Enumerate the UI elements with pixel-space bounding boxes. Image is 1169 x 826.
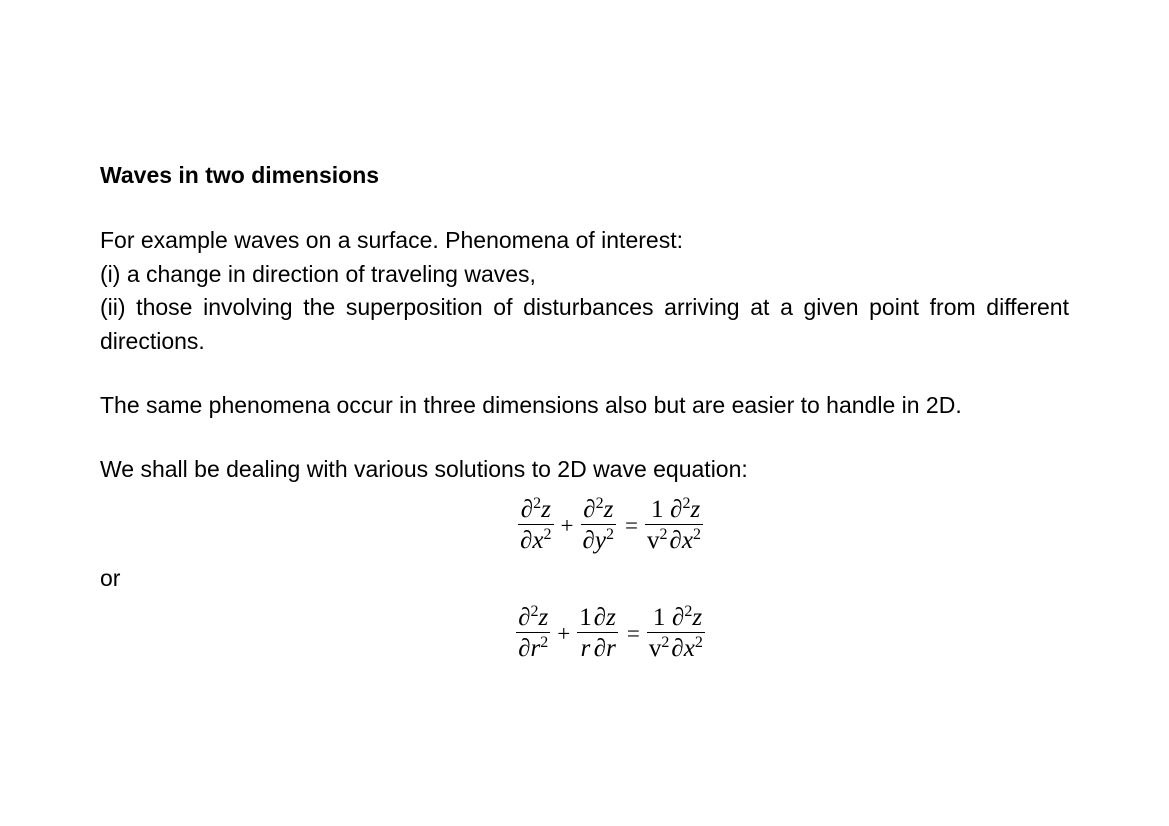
fraction-rhs-d2z-dx2 bbox=[670, 605, 703, 661]
document-page bbox=[100, 157, 1069, 669]
numerator: ∂$^2$z bbox=[581, 497, 616, 525]
denominator: $\partial r^2$ bbox=[518, 634, 549, 662]
fraction-rhs-d2z-dx2 bbox=[668, 497, 701, 553]
denominator: ∂r bbox=[593, 635, 616, 662]
denominator: $v^2$ bbox=[648, 634, 670, 662]
numerator: 1 bbox=[579, 604, 592, 631]
denominator: $\partial x^2$ bbox=[520, 526, 552, 554]
fraction-one-over-v2 bbox=[648, 605, 671, 661]
fraction-d2z-dx2 bbox=[519, 497, 552, 553]
fraction-one-over-v2 bbox=[646, 497, 669, 553]
numerator: 1 bbox=[647, 605, 672, 633]
denominator: $v^2$ bbox=[646, 526, 668, 554]
intro-text: For example waves on a surface. Phenomena of interest: bbox=[100, 227, 683, 253]
numerator: ∂$^2$z bbox=[667, 497, 702, 525]
equals-sign: = bbox=[624, 512, 638, 538]
fraction-d2z-dy2 bbox=[582, 497, 615, 553]
denominator: $\partial y^2$ bbox=[582, 526, 614, 554]
list-item-i: (i) a change in direction of traveling waves, bbox=[100, 260, 536, 287]
denominator: $\partial x^2$ bbox=[671, 634, 703, 662]
numerator: ∂$^2$z bbox=[518, 603, 549, 631]
fraction-dz-dr bbox=[593, 605, 617, 661]
numerator: 1 bbox=[645, 497, 670, 525]
spacer bbox=[100, 423, 1069, 453]
denominator: $\partial x^2$ bbox=[669, 526, 701, 554]
denominator: r bbox=[580, 635, 591, 662]
numerator: ∂z bbox=[593, 604, 616, 631]
plus-sign: + bbox=[560, 512, 574, 538]
numerator: ∂$^2$z bbox=[669, 605, 704, 633]
paragraph-wave-equation: We shall be dealing with various solutions to 2D wave equation: bbox=[100, 455, 748, 482]
numerator: ∂$^2$z bbox=[518, 497, 553, 525]
plus-sign: + bbox=[557, 620, 571, 646]
wave-equation-polar bbox=[100, 597, 1069, 669]
section-title: Waves in two dimensions bbox=[100, 162, 380, 188]
paragraph-same-phenomena: The same phenomena occur in three dimensions also but are easier to handle in 2D. bbox=[100, 392, 962, 418]
spacer bbox=[100, 358, 1069, 389]
list-item-ii: (ii) those involving the superposition of disturbances arriving at a given point from different directions. bbox=[100, 294, 1069, 354]
fraction-one-over-r bbox=[578, 605, 593, 661]
wave-equation-cartesian bbox=[100, 489, 1069, 561]
equals-sign: = bbox=[626, 620, 640, 646]
fraction-d2z-dr2 bbox=[517, 605, 549, 661]
connector-or: or bbox=[100, 565, 121, 591]
spacer bbox=[100, 193, 1069, 224]
